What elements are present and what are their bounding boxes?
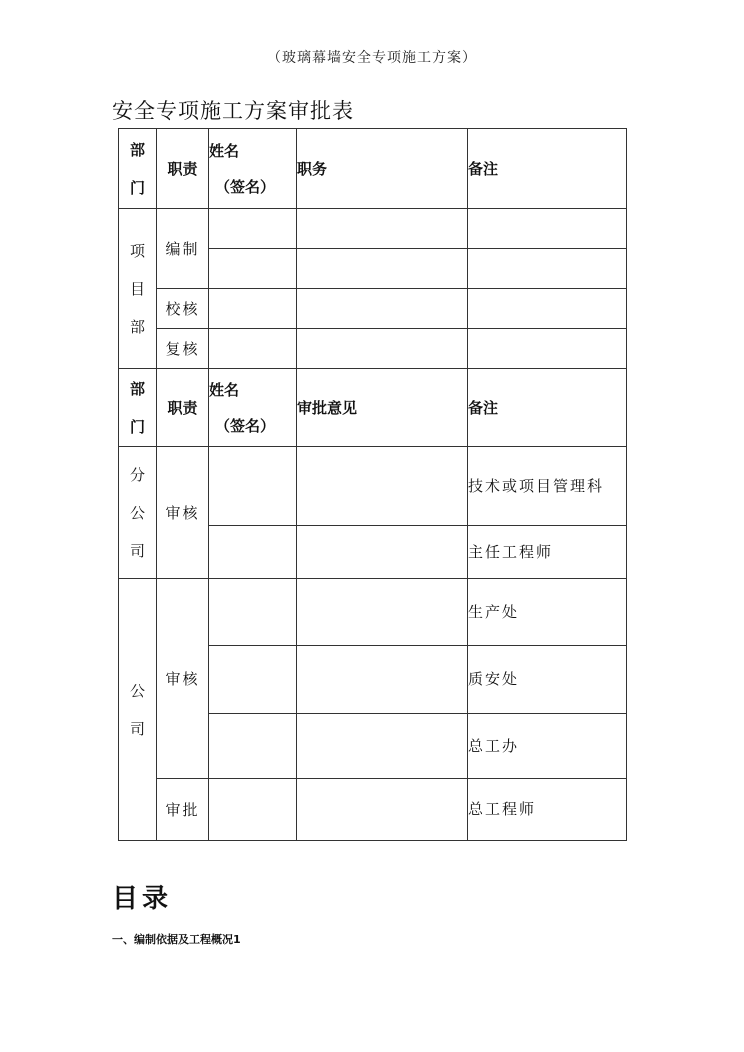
name-cell[interactable] [209, 249, 297, 289]
position-cell[interactable] [297, 329, 468, 369]
dept-branch: 分 公 司 [119, 447, 157, 579]
table-row [119, 209, 627, 249]
table-row [119, 579, 627, 646]
name-cell[interactable] [209, 526, 297, 579]
name-header: 姓名 （签名） [209, 129, 297, 209]
name-cell[interactable] [209, 209, 297, 249]
remark-cell: 总工程师 [468, 779, 627, 841]
remark-cell: 主任工程师 [468, 526, 627, 579]
form-title: 安全专项施工方案审批表 [112, 99, 354, 123]
opinion-cell[interactable] [297, 779, 468, 841]
remark-cell[interactable] [468, 249, 627, 289]
toc-item[interactable]: 一、编制依据及工程概况1 [112, 933, 241, 946]
opinion-cell[interactable] [297, 646, 468, 714]
dept-header: 部 门 [119, 129, 157, 209]
dept-project: 项 目 部 [119, 209, 157, 369]
header-row [119, 129, 627, 209]
opinion-cell[interactable] [297, 579, 468, 646]
opinion-header: 审批意见 [297, 369, 468, 447]
opinion-cell[interactable] [297, 447, 468, 526]
name-header: 姓名 （签名） [209, 369, 297, 447]
table-row [119, 329, 627, 369]
remark-cell: 技术或项目管理科 [468, 447, 627, 526]
table-row [119, 779, 627, 841]
position-cell[interactable] [297, 249, 468, 289]
position-cell[interactable] [297, 209, 468, 249]
duty-approve: 审批 [157, 779, 209, 841]
name-cell[interactable] [209, 779, 297, 841]
duty-review: 审核 [157, 579, 209, 779]
approval-table [118, 128, 627, 841]
name-cell[interactable] [209, 646, 297, 714]
remark-cell[interactable] [468, 209, 627, 249]
position-cell[interactable] [297, 289, 468, 329]
dept-company: 公 司 [119, 579, 157, 841]
remark-header: 备注 [468, 129, 627, 209]
duty-check: 校核 [157, 289, 209, 329]
position-header: 职务 [297, 129, 468, 209]
duty-header: 职责 [157, 369, 209, 447]
remark-cell[interactable] [468, 289, 627, 329]
toc-title: 目录 [112, 884, 173, 914]
name-cell[interactable] [209, 447, 297, 526]
table-row [119, 289, 627, 329]
duty-header: 职责 [157, 129, 209, 209]
remark-cell[interactable] [468, 329, 627, 369]
name-cell[interactable] [209, 579, 297, 646]
name-cell[interactable] [209, 289, 297, 329]
remark-cell: 质安处 [468, 646, 627, 714]
remark-header: 备注 [468, 369, 627, 447]
page-header: （玻璃幕墙安全专项施工方案） [267, 50, 477, 66]
name-cell[interactable] [209, 714, 297, 779]
duty-recheck: 复核 [157, 329, 209, 369]
duty-review: 审核 [157, 447, 209, 579]
duty-compile: 编制 [157, 209, 209, 289]
name-cell[interactable] [209, 329, 297, 369]
remark-cell: 生产处 [468, 579, 627, 646]
table-row [119, 447, 627, 526]
remark-cell: 总工办 [468, 714, 627, 779]
opinion-cell[interactable] [297, 526, 468, 579]
header-row [119, 369, 627, 447]
dept-header: 部 门 [119, 369, 157, 447]
opinion-cell[interactable] [297, 714, 468, 779]
